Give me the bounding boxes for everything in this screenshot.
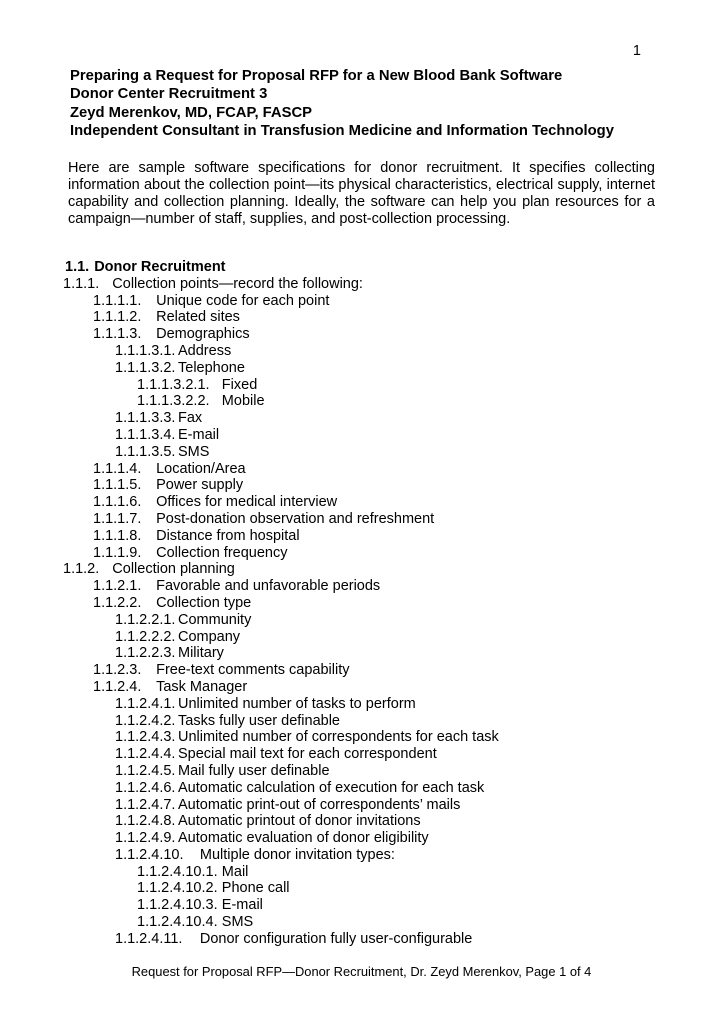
outline-text: Automatic evaluation of donor eligibility [178,830,429,847]
outline-item [63,276,683,293]
outline-item [63,914,683,931]
author-line: Zeyd Merenkov, MD, FCAP, FASCP [70,104,313,121]
outline-text: Power supply [156,477,244,494]
outline-item [63,393,683,410]
outline-number: 1.1.1.3.2.2. [137,393,210,410]
outline-text: Mobile [221,393,265,410]
outline-item [63,797,683,814]
outline-item [63,309,683,326]
outline-number: 1.1.1. [63,275,100,292]
outline-item [63,645,683,662]
document-title-block [70,67,670,141]
outline-item [63,578,683,595]
outline-item [63,679,683,696]
outline-item [63,494,683,511]
outline-item [63,763,683,780]
outline-text: E-mail [178,426,220,443]
outline-number: 1.1.2. [63,561,100,578]
outline-list [63,259,683,948]
outline-item [63,931,683,948]
document-subtitle: Donor Center Recruitment 3 [70,86,268,103]
outline-number: 1.1.2.2. [93,594,142,611]
outline-number: 1.1.2.2.2. [115,628,176,645]
outline-number: 1.1.2.4.1. [115,695,176,712]
outline-number: 1.1.1.7. [93,510,142,527]
outline-text: Offices for medical interview [156,494,338,511]
outline-item [63,897,683,914]
outline-text: Unlimited number of tasks to perform [178,695,416,712]
outline-item [63,377,683,394]
outline-number: 1.1.2.4.5. [115,762,176,779]
outline-item [63,830,683,847]
intro-paragraph: Here are sample software specifications for donor recruitment. It specifies collecting information about the collection point—its physical characteristics, electrical supply, internet capability and collection planning. Ideally, the software can help you plan resources for a campaign—number of staff, supplies, and post-collection processing. [68,160,655,227]
outline-text: Community [178,611,252,628]
outline-item [63,746,683,763]
outline-text: Free-text comments capability [156,662,350,679]
outline-number: 1.1.1.9. [93,544,142,561]
outline-number: 1.1.1.8. [93,527,142,544]
outline-item [63,545,683,562]
outline-text: Donor configuration fully user-configurable [199,930,473,947]
outline-text: Donor Recruitment [94,259,226,275]
outline-text: Demographics [156,326,250,343]
outline-number: 1.1.2.4.10.2. [137,880,218,897]
author-role-line: Independent Consultant in Transfusion Medicine and Information Technology [70,123,614,140]
outline-text: Mail [221,863,249,880]
outline-number: 1.1.2.4.11. [115,930,183,947]
outline-item [63,427,683,444]
outline-text: Favorable and unfavorable periods [156,578,381,595]
outline-item [63,713,683,730]
outline-number: 1.1.1.3.4. [115,426,176,443]
page-footer: Request for Proposal RFP—Donor Recruitment, Dr. Zeyd Merenkov, Page 1 of 4 [131,964,592,979]
outline-text: Collection points—record the following: [112,275,363,292]
outline-item [63,293,683,310]
outline-text: Automatic printout of donor invitations [178,813,421,830]
outline-text: Distance from hospital [156,527,300,544]
outline-item [63,528,683,545]
outline-number: 1.1.2.4.10. [115,846,184,863]
outline-number: 1.1.1.3.2. [115,359,176,376]
outline-text: Automatic print-out of correspondents’ mails [178,796,461,813]
outline-text: Fax [178,410,203,427]
outline-item [63,864,683,881]
outline-text: Automatic calculation of execution for each task [178,779,485,796]
outline-number: 1.1.1.5. [93,477,142,494]
outline-number: 1.1.2.1. [93,578,142,595]
outline-item [63,444,683,461]
outline-item [63,595,683,612]
outline-number: 1.1.2.2.1. [115,611,176,628]
outline-item [63,847,683,864]
outline-item [63,696,683,713]
outline-number: 1.1.2.4.3. [115,729,176,746]
outline-number: 1.1.2.4.9. [115,830,176,847]
outline-text: Special mail text for each correspondent [178,746,437,763]
outline-text: Unique code for each point [156,292,330,309]
outline-item [63,629,683,646]
outline-number: 1.1.2.4.10.4. [137,914,218,931]
outline-number: 1.1.2.4.4. [115,746,176,763]
outline-text: Related sites [156,309,240,326]
outline-number: 1.1.2.4.10.1. [137,863,218,880]
outline-item [63,410,683,427]
outline-text: SMS [221,914,254,931]
document-title: Preparing a Request for Proposal RFP for a New Blood Bank Software [70,68,563,84]
outline-number: 1.1.1.3. [93,326,142,343]
outline-item [63,511,683,528]
outline-number: 1.1.1.2. [93,309,142,326]
outline-text: Collection frequency [156,544,288,561]
outline-item [63,780,683,797]
outline-item [63,360,683,377]
outline-number: 1.1.1.3.3. [115,410,176,427]
outline-item [63,662,683,679]
outline-number: 1.1.1.1. [93,292,142,309]
outline-number: 1.1.2.4.10.3. [137,897,218,914]
outline-number: 1.1.2.4.7. [115,796,176,813]
outline-number: 1.1.2.2.3. [115,645,176,662]
outline-text: Unlimited number of correspondents for each task [178,729,499,746]
outline-text: SMS [178,443,210,460]
outline-number: 1.1.1.3.2.1. [137,376,210,393]
outline-text: Collection planning [112,561,235,578]
outline-text: Multiple donor invitation types: [199,846,395,863]
outline-number: 1.1.2.3. [93,662,142,679]
outline-number: 1.1.1.3.1. [115,342,176,359]
outline-item [63,612,683,629]
outline-number: 1.1.2.4.8. [115,813,176,830]
outline-item [63,880,683,897]
outline-text: Post-donation observation and refreshment [156,510,435,527]
outline-text: E-mail [221,897,263,914]
outline-item [63,461,683,478]
outline-text: Military [178,645,224,662]
outline-text: Collection type [156,594,252,611]
outline-number: 1.1.2.4.2. [115,712,176,729]
outline-number: 1.1.1.6. [93,494,142,511]
outline-number: 1.1.2.4. [93,678,142,695]
outline-item [63,813,683,830]
outline-text: Company [178,628,241,645]
outline-text: Fixed [221,376,258,393]
outline-text: Mail fully user definable [178,762,330,779]
outline-text: Tasks fully user definable [178,712,340,729]
outline-item [63,326,683,343]
outline-item [63,259,683,276]
outline-item [63,343,683,360]
outline-text: Address [178,342,232,359]
page-number: 1 [632,43,641,59]
outline-number: 1.1. [65,259,90,275]
outline-text: Location/Area [156,460,246,477]
outline-number: 1.1.2.4.6. [115,779,176,796]
outline-item [63,477,683,494]
outline-number: 1.1.1.4. [93,460,142,477]
outline-number: 1.1.1.3.5. [115,443,176,460]
outline-item [63,729,683,746]
outline-text: Phone call [221,880,290,897]
outline-item [63,561,683,578]
outline-text: Task Manager [156,678,248,695]
outline-text: Telephone [178,359,245,376]
